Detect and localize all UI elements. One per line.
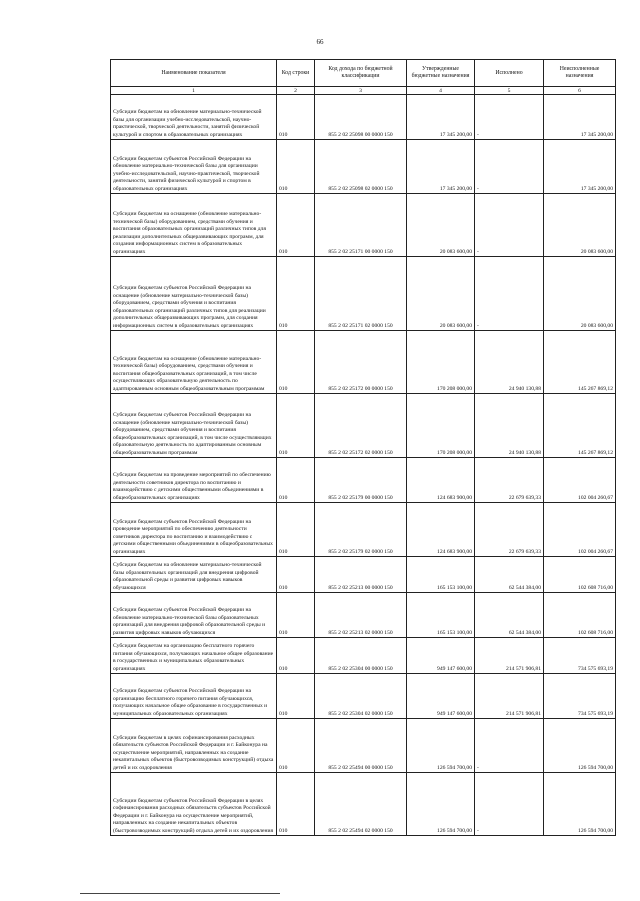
row-line-code: 010 [277, 773, 315, 836]
column-number: 4 [407, 87, 475, 95]
row-name: Субсидии бюджетам на проведение мероприятий по обеспечению деятельности советников директора по воспитанию и взаимодействию с детскими общественными объединениями в общеобразовательных организациях [111, 458, 277, 503]
row-unexecuted: 145 267 869,12 [544, 394, 616, 458]
table-header-row [111, 60, 616, 87]
row-line-code: 010 [277, 719, 315, 773]
table-row [111, 773, 616, 836]
table-row [111, 140, 616, 194]
table-row [111, 394, 616, 458]
row-line-code: 010 [277, 458, 315, 503]
column-number: 1 [111, 87, 277, 95]
row-kbk: 855 2 02 25172 00 0000 150 [315, 331, 407, 394]
row-kbk: 855 2 02 25494 00 0000 150 [315, 719, 407, 773]
row-kbk: 855 2 02 25213 02 0000 150 [315, 593, 407, 638]
table-row [111, 638, 616, 674]
header-name: Наименование показателя [111, 60, 277, 87]
row-unexecuted: 17 345 200,00 [544, 140, 616, 194]
row-approved: 165 153 100,00 [407, 593, 475, 638]
row-name: Субсидии бюджетам на оснащение (обновление материально-технической базы) оборудованием, средствами обучения и воспитания общеобразовательных организаций, в том числе осуществляющих образовательную деятельность по адаптированным основным общеобразовательным программам [111, 331, 277, 394]
row-name: Субсидии бюджетам на организацию бесплатного горячего питания обучающихся, получающих начальное общее образование в государственных и муниципальных образовательных организациях [111, 638, 277, 674]
row-unexecuted: 17 345 200,00 [544, 95, 616, 140]
row-name: Субсидии бюджетам на обновление материально-технической базы образовательных организаций для внедрения цифровой образовательной среды и развития цифровых навыков обучающихся [111, 557, 277, 593]
row-line-code: 010 [277, 593, 315, 638]
row-unexecuted: 126 594 700,00 [544, 719, 616, 773]
row-approved: 124 683 900,00 [407, 503, 475, 557]
row-executed: - [475, 257, 544, 331]
row-kbk: 855 2 02 25171 00 0000 150 [315, 194, 407, 257]
row-approved: 20 083 600,00 [407, 257, 475, 331]
row-name: Субсидии бюджетам субъектов Российской Федерации на обновление материально-технической базы образовательных организаций для внедрения цифровой образовательной среды и развития цифровых навыков обучающихся [111, 593, 277, 638]
row-executed: 22 679 639,33 [475, 503, 544, 557]
table-row [111, 458, 616, 503]
row-approved: 170 208 000,00 [407, 331, 475, 394]
header-kbk: Код дохода по бюджетной классификации [315, 60, 407, 87]
row-line-code: 010 [277, 257, 315, 331]
page-number: 66 [316, 38, 324, 46]
row-line-code: 010 [277, 503, 315, 557]
row-approved: 17 345 200,00 [407, 140, 475, 194]
row-name: Субсидии бюджетам субъектов Российской Федерации в целях софинансирования расходных обязательств субъектов Российской Федерации и г. Байконура на осуществление мероприятий, направленных на создание некапитальных объектов (быстровозводимых конструкций) отдыха детей и их оздоровления [111, 773, 277, 836]
row-unexecuted: 734 575 693,19 [544, 638, 616, 674]
table-row [111, 257, 616, 331]
row-executed: - [475, 140, 544, 194]
row-kbk: 855 2 02 25179 00 0000 150 [315, 458, 407, 503]
table-row [111, 719, 616, 773]
column-number: 2 [277, 87, 315, 95]
row-executed: - [475, 194, 544, 257]
row-unexecuted: 145 267 869,12 [544, 331, 616, 394]
row-name: Субсидии бюджетам на оснащение (обновление материально-технической базы) оборудованием, средствами обучения и воспитания образовательных организаций различных типов для реализации дополнительных общеразвивающих программ, для создания информационных систем в образовательных организациях [111, 194, 277, 257]
row-approved: 165 153 100,00 [407, 557, 475, 593]
row-unexecuted: 102 004 260,67 [544, 503, 616, 557]
row-kbk: 855 2 02 25098 00 0000 150 [315, 95, 407, 140]
row-unexecuted: 20 083 600,00 [544, 194, 616, 257]
row-name: Субсидии бюджетам субъектов Российской Федерации на оснащение (обновление материально-технической базы) оборудованием, средствами обучения и воспитания образовательных организаций различных типов для реализации дополнительных общеразвивающих программ, для создания информационных систем в образовательных организациях [111, 257, 277, 331]
table-row [111, 95, 616, 140]
row-unexecuted: 102 004 260,67 [544, 458, 616, 503]
row-line-code: 010 [277, 194, 315, 257]
header-unexecuted: Неисполненные назначения [544, 60, 616, 87]
row-kbk: 855 2 02 25179 02 0000 150 [315, 503, 407, 557]
column-number: 6 [544, 87, 616, 95]
row-unexecuted: 102 608 716,00 [544, 593, 616, 638]
row-executed: - [475, 95, 544, 140]
row-approved: 949 147 600,00 [407, 674, 475, 719]
row-approved: 126 594 700,00 [407, 719, 475, 773]
row-name: Субсидии бюджетам в целях софинансирования расходных обязательств субъектов Российской Федерации и г. Байконура на осуществление мероприятий, направленных на создание некапитальных объектов (быстровозводимых конструкций) отдыха детей и их оздоровления [111, 719, 277, 773]
table-row [111, 503, 616, 557]
row-kbk: 855 2 02 25304 00 0000 150 [315, 638, 407, 674]
row-executed: 214 571 906,81 [475, 638, 544, 674]
footer-divider [80, 893, 280, 894]
row-kbk: 855 2 02 25213 00 0000 150 [315, 557, 407, 593]
row-name: Субсидии бюджетам субъектов Российской Федерации на проведение мероприятий по обеспечению деятельности советников директора по воспитанию и взаимодействию с детскими общественными объединениями в общеобразовательных организациях [111, 503, 277, 557]
budget-revenue-table [110, 59, 616, 836]
row-line-code: 010 [277, 638, 315, 674]
row-name: Субсидии бюджетам субъектов Российской Федерации на обновление материально-технической базы для организации учебно-исследовательской, научно-практической, творческой деятельности, занятий физической культурой и спортом в образовательных организациях [111, 140, 277, 194]
row-executed: 62 544 384,00 [475, 557, 544, 593]
table-row [111, 331, 616, 394]
column-number-row [111, 87, 616, 95]
column-number: 3 [315, 87, 407, 95]
row-kbk: 855 2 02 25494 02 0000 150 [315, 773, 407, 836]
column-number: 5 [475, 87, 544, 95]
header-line-code: Код строки [277, 60, 315, 87]
row-kbk: 855 2 02 25098 02 0000 150 [315, 140, 407, 194]
table-row [111, 593, 616, 638]
row-unexecuted: 734 575 693,19 [544, 674, 616, 719]
row-line-code: 010 [277, 140, 315, 194]
row-line-code: 010 [277, 674, 315, 719]
table-row [111, 674, 616, 719]
row-approved: 20 083 600,00 [407, 194, 475, 257]
row-unexecuted: 20 083 600,00 [544, 257, 616, 331]
table-row [111, 557, 616, 593]
row-executed: 24 940 130,88 [475, 331, 544, 394]
row-name: Субсидии бюджетам субъектов Российской Федерации на организацию бесплатного горячего питания обучающихся, получающих начальное общее образование в государственных и муниципальных образовательных организациях [111, 674, 277, 719]
row-approved: 124 683 900,00 [407, 458, 475, 503]
table-row [111, 194, 616, 257]
row-line-code: 010 [277, 394, 315, 458]
row-kbk: 855 2 02 25304 02 0000 150 [315, 674, 407, 719]
row-name: Субсидии бюджетам на обновление материально-технической базы для организации учебно-исследовательской, научно-практической, творческой деятельности, занятий физической культурой и спортом в образовательных организациях [111, 95, 277, 140]
row-executed: - [475, 719, 544, 773]
header-executed: Исполнено [475, 60, 544, 87]
row-line-code: 010 [277, 557, 315, 593]
row-executed: 214 571 906,81 [475, 674, 544, 719]
row-unexecuted: 102 608 716,00 [544, 557, 616, 593]
row-approved: 170 208 000,00 [407, 394, 475, 458]
row-approved: 949 147 600,00 [407, 638, 475, 674]
row-approved: 126 594 700,00 [407, 773, 475, 836]
row-name: Субсидии бюджетам субъектов Российской Федерации на оснащение (обновление материально-технической базы) оборудованием, средствами обучения и воспитания общеобразовательных организаций, в том числе осуществляющих образовательную деятельность по адаптированным основным общеобразовательным программам [111, 394, 277, 458]
row-line-code: 010 [277, 95, 315, 140]
row-executed: 22 679 639,33 [475, 458, 544, 503]
header-approved: Утвержденные бюджетные назначения [407, 60, 475, 87]
row-executed: 62 544 384,00 [475, 593, 544, 638]
row-unexecuted: 126 594 700,00 [544, 773, 616, 836]
row-kbk: 855 2 02 25171 02 0000 150 [315, 257, 407, 331]
row-executed: 24 940 130,88 [475, 394, 544, 458]
row-kbk: 855 2 02 25172 02 0000 150 [315, 394, 407, 458]
row-line-code: 010 [277, 331, 315, 394]
row-executed: - [475, 773, 544, 836]
row-approved: 17 345 200,00 [407, 95, 475, 140]
